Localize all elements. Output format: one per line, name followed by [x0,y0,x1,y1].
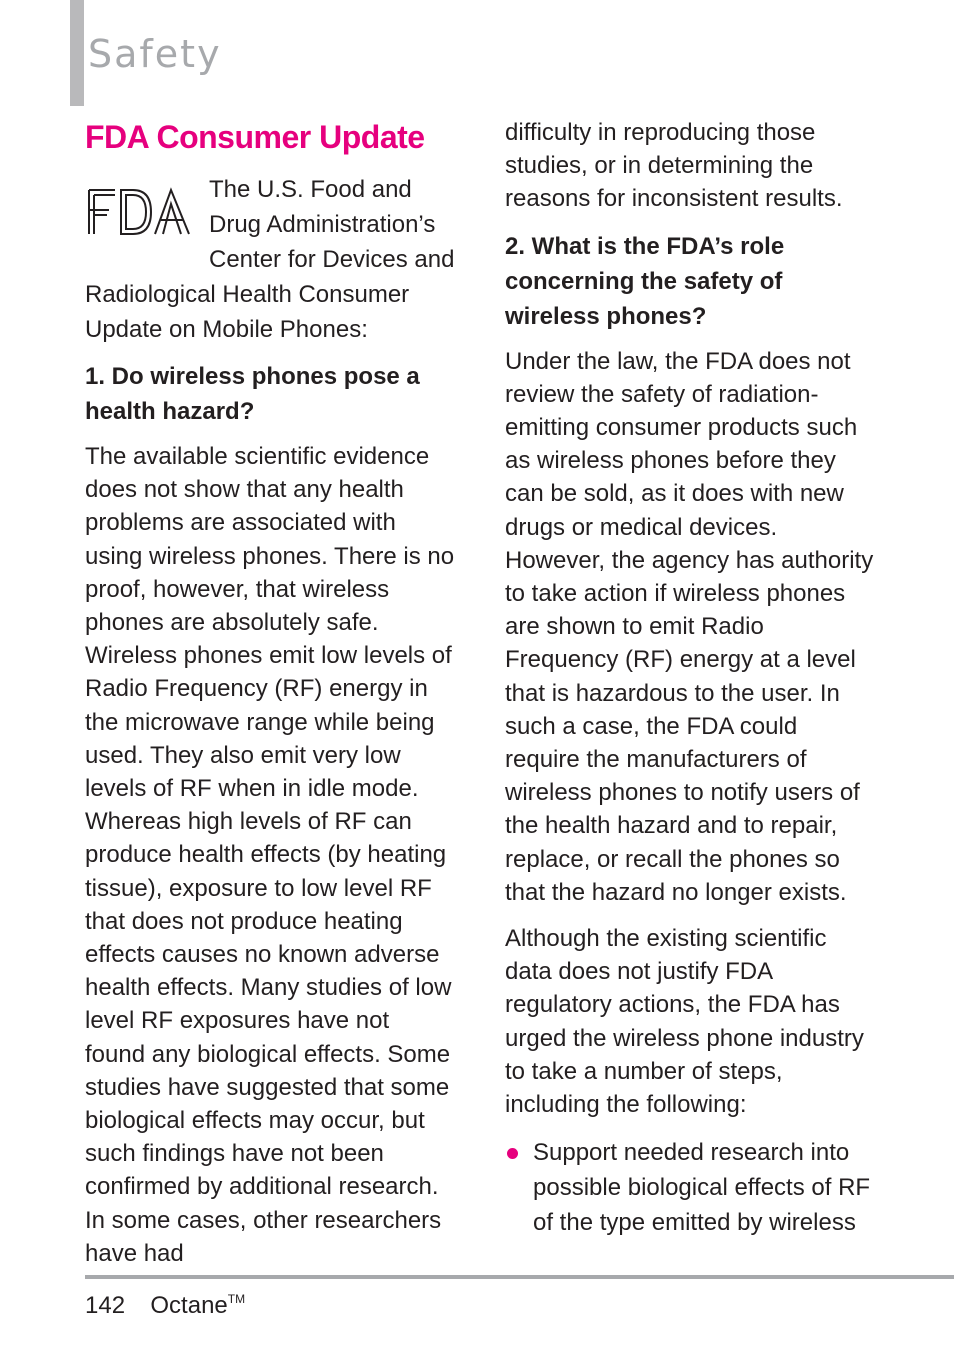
intro-block [85,172,455,347]
left-column [85,116,455,1283]
trademark-mark: TM [227,1292,246,1306]
page-heading: FDA Consumer Update [85,119,425,155]
answer-1-continuation: difficulty in reproducing those studies, or in determining the reasons for inconsistent results. [505,119,843,213]
intro-text: The U.S. Food and Drug Administration’s Center for Devices and Radiological Health Consumer Update on Mobile Phones: [85,176,455,343]
answer-2-paragraph-2: Although the existing scientific data does not justify FDA regulatory actions, the FDA has urged the wireless phone industry to take a number of steps, including the following: [505,925,864,1119]
question-2: 2. What is the FDA’s role concerning the safety of wireless phones? [505,232,785,330]
bullet-text: Support needed research into possible biological effects of RF of the type emitted by wireless [533,1139,871,1237]
footer-divider [85,1275,954,1279]
page-number: 142 [85,1292,126,1319]
section-title: Safety [88,32,222,76]
page-footer [85,1292,245,1320]
question-1: 1. Do wireless phones pose a health hazard? [85,363,420,425]
answer-1: The available scientific evidence does not show that any health problems are associated with using wireless phones. There is no proof, however, that wireless phones are absolutely safe. Wireless phones emit low levels of Radio Frequency (RF) energy in the microwave range while being used. They also emit very low levels of RF when in idle mode. Whereas high levels of RF can produce health effects (by heating tissue), exposure to low level RF that does not produce heating effects causes no known adverse health effects. Many studies of low level RF exposures have not found any biological effects. Some studies have suggested that some biological effects may occur, but such findings have not been confirmed by additional research. In some cases, other researchers have had [85,443,455,1267]
fda-logo-icon [85,184,195,240]
bullet-icon [507,1148,518,1159]
product-name: Octane [150,1292,228,1319]
answer-2-paragraph-1: Under the law, the FDA does not review the safety of radiation-emitting consumer products such as wireless phones before they can be sold, as it does with new drugs or medical devices. However, the agency has authority to take action if wireless phones are shown to emit Radio Frequency (RF) energy at a level that is hazardous to the user. In such a case, the FDA could require the manufacturers of wireless phones to notify users of the health hazard and to repair, replace, or recall the phones so that the hazard no longer exists. [505,347,874,906]
list-item [505,1135,875,1240]
section-bar [70,0,84,106]
right-column [505,116,875,1240]
